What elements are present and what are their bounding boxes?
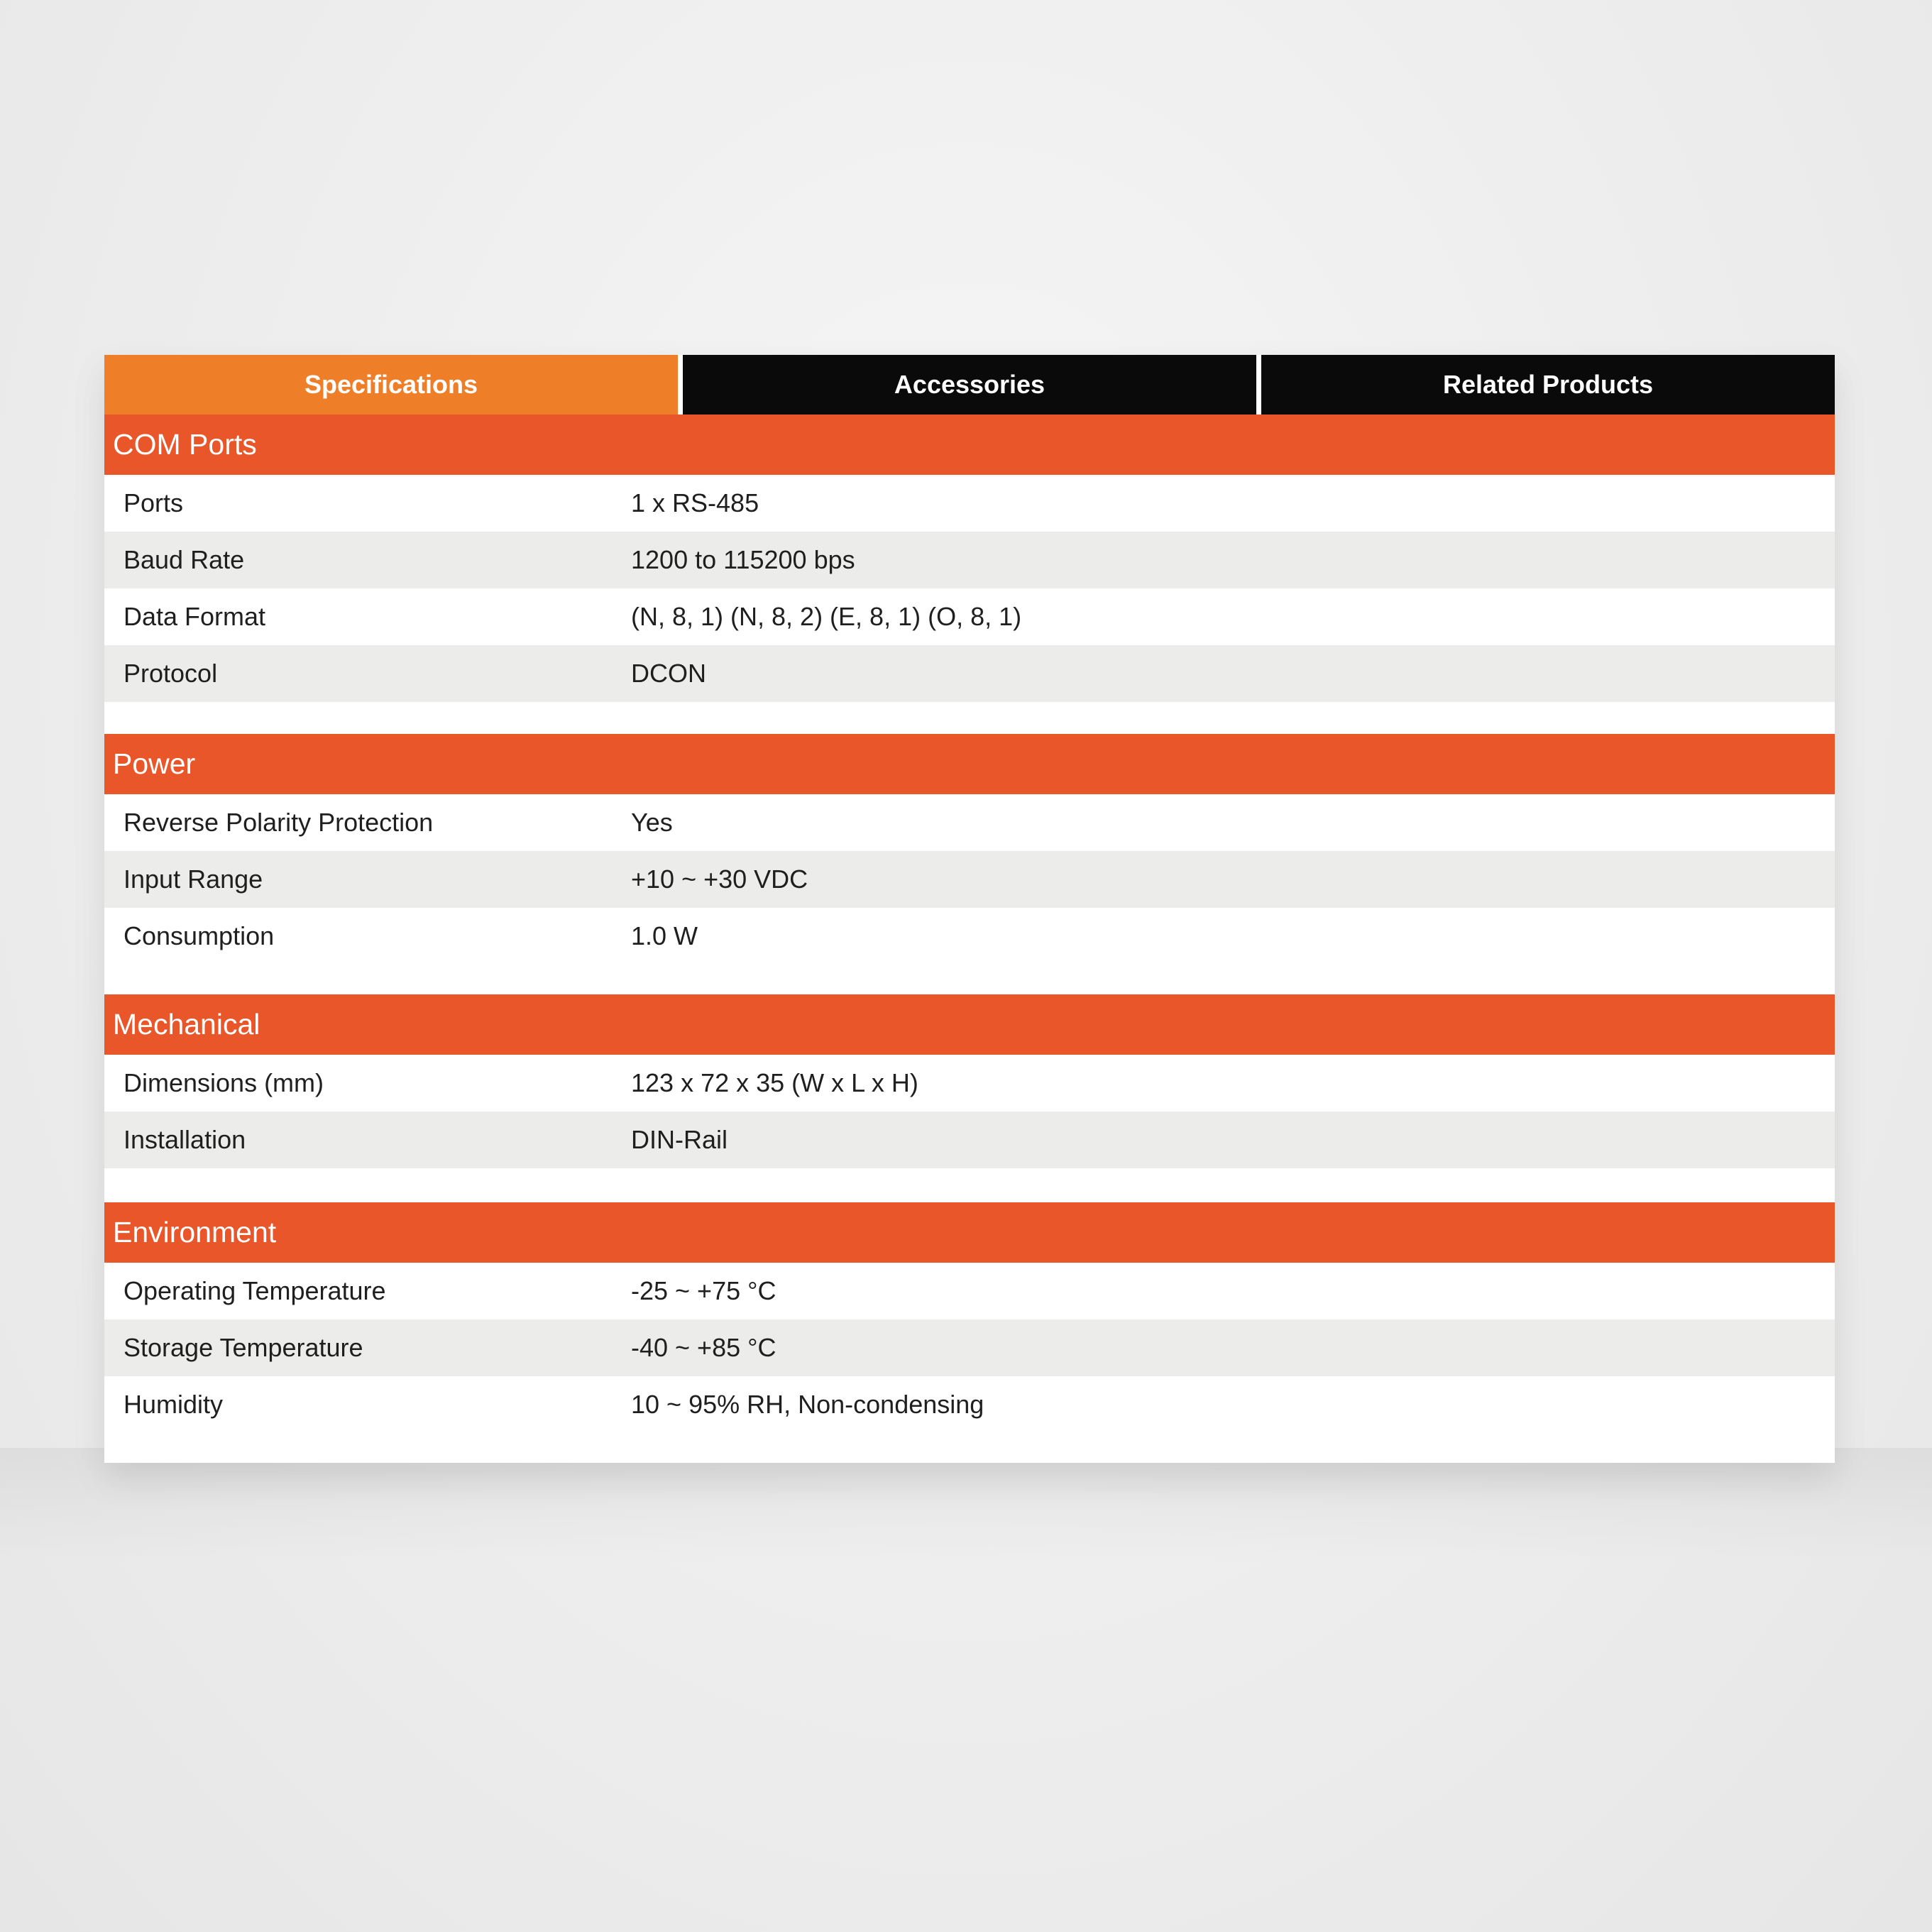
tab-related-products[interactable]: Related Products xyxy=(1261,355,1835,415)
spec-label: Consumption xyxy=(124,921,275,950)
spec-row xyxy=(104,851,1835,908)
spec-label: Data Format xyxy=(124,602,266,631)
spec-label: Operating Temperature xyxy=(124,1276,386,1305)
spec-value: -40 ~ +85 °C xyxy=(631,1333,776,1362)
spec-row xyxy=(104,1112,1835,1168)
spec-label: Installation xyxy=(124,1125,246,1154)
spec-value: Yes xyxy=(631,808,673,837)
section-spacer xyxy=(104,1433,1835,1463)
spec-row xyxy=(104,1376,1835,1433)
spec-label: Dimensions (mm) xyxy=(124,1068,324,1097)
section-spacer xyxy=(104,1168,1835,1202)
section-rows-power xyxy=(104,794,1835,965)
spec-label: Input Range xyxy=(124,865,263,894)
section-header-environment: Environment xyxy=(104,1202,1835,1263)
spec-row xyxy=(104,1055,1835,1112)
spec-value: 1 x RS-485 xyxy=(631,488,759,517)
spec-value: -25 ~ +75 °C xyxy=(631,1276,776,1305)
section-header-mechanical: Mechanical xyxy=(104,994,1835,1055)
tab-accessories[interactable]: Accessories xyxy=(683,355,1256,415)
spec-row xyxy=(104,532,1835,588)
spec-row xyxy=(104,645,1835,702)
spec-row xyxy=(104,475,1835,532)
spec-value: 10 ~ 95% RH, Non-condensing xyxy=(631,1390,984,1419)
spec-value: DCON xyxy=(631,659,706,688)
spec-value: 1200 to 115200 bps xyxy=(631,545,855,574)
spec-row xyxy=(104,1263,1835,1319)
spec-row xyxy=(104,908,1835,965)
spec-value: 123 x 72 x 35 (W x L x H) xyxy=(631,1068,918,1097)
tab-bar xyxy=(104,355,1835,415)
spec-label: Humidity xyxy=(124,1390,224,1419)
section-spacer xyxy=(104,965,1835,994)
section-rows-mechanical xyxy=(104,1055,1835,1168)
spec-row xyxy=(104,1319,1835,1376)
section-header-com-ports: COM Ports xyxy=(104,415,1835,475)
spec-label: Protocol xyxy=(124,659,218,688)
spec-value: (N, 8, 1) (N, 8, 2) (E, 8, 1) (O, 8, 1) xyxy=(631,602,1022,631)
spec-label: Storage Temperature xyxy=(124,1333,363,1362)
section-rows-environment xyxy=(104,1263,1835,1433)
spec-value: +10 ~ +30 VDC xyxy=(631,865,808,894)
section-rows-com-ports xyxy=(104,475,1835,702)
spec-label: Reverse Polarity Protection xyxy=(124,808,434,837)
spec-label: Ports xyxy=(124,488,184,517)
spec-row xyxy=(104,588,1835,645)
section-header-power: Power xyxy=(104,734,1835,794)
tab-specifications[interactable]: Specifications xyxy=(104,355,678,415)
spec-label: Baud Rate xyxy=(124,545,245,574)
spec-value: 1.0 W xyxy=(631,921,698,950)
spec-row xyxy=(104,794,1835,851)
section-spacer xyxy=(104,702,1835,734)
spec-value: DIN-Rail xyxy=(631,1125,728,1154)
floor-shadow xyxy=(0,1448,1932,1561)
spec-panel xyxy=(104,355,1835,1463)
